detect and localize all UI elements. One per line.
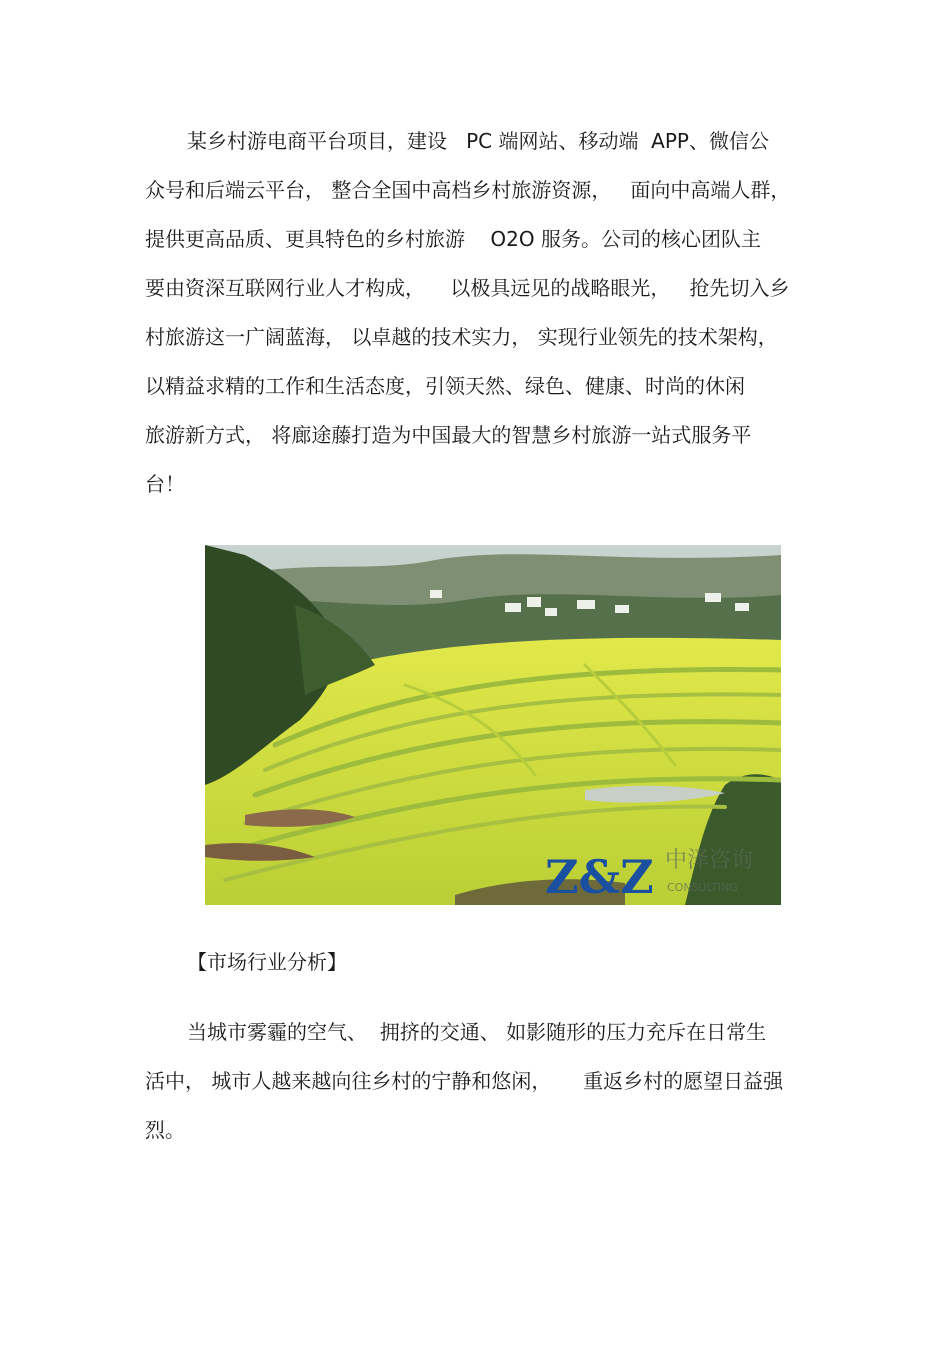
market-line: 活中， 城市人越来越向往乡村的宁静和悠闲， 重返乡村的愿望日益强 <box>145 1069 784 1093</box>
watermark-logo: Z&Z <box>545 850 654 904</box>
section-heading: 【市场行业分析】 <box>187 950 347 974</box>
watermark-en: CONSULTING <box>667 881 738 894</box>
market-line: 烈。 <box>145 1118 185 1142</box>
terraced-fields-photo <box>205 545 781 905</box>
intro-line: 村旅游这一广阔蓝海， 以卓越的技术实力， 实现行业领先的技术架构， <box>145 325 778 349</box>
intro-line: 众号和后端云平台， 整合全国中高档乡村旅游资源， 面向中高端人群， <box>145 178 791 202</box>
intro-line: 要由资深互联网行业人才构成， 以极具远见的战略眼光， 抢先切入乡 <box>145 276 790 300</box>
intro-line: 提供更高品质、更具特色的乡村旅游 O2O 服务。公司的核心团队主 <box>145 227 761 251</box>
intro-line: 台！ <box>145 472 185 496</box>
intro-line: 以精益求精的工作和生活态度，引领天然、绿色、健康、时尚的休闲 <box>145 374 745 398</box>
intro-paragraph <box>145 117 810 509</box>
intro-line: 旅游新方式， 将廊途藤打造为中国最大的智慧乡村旅游一站式服务平 <box>145 423 752 447</box>
intro-line: 某乡村游电商平台项目，建设 PC 端网站、移动端 APP、微信公 <box>187 129 769 153</box>
market-line: 当城市雾霾的空气、 拥挤的交通、 如影随形的压力充斥在日常生 <box>187 1020 767 1044</box>
market-paragraph <box>145 1008 810 1155</box>
watermark-cn: 中泽咨询 <box>665 848 754 873</box>
